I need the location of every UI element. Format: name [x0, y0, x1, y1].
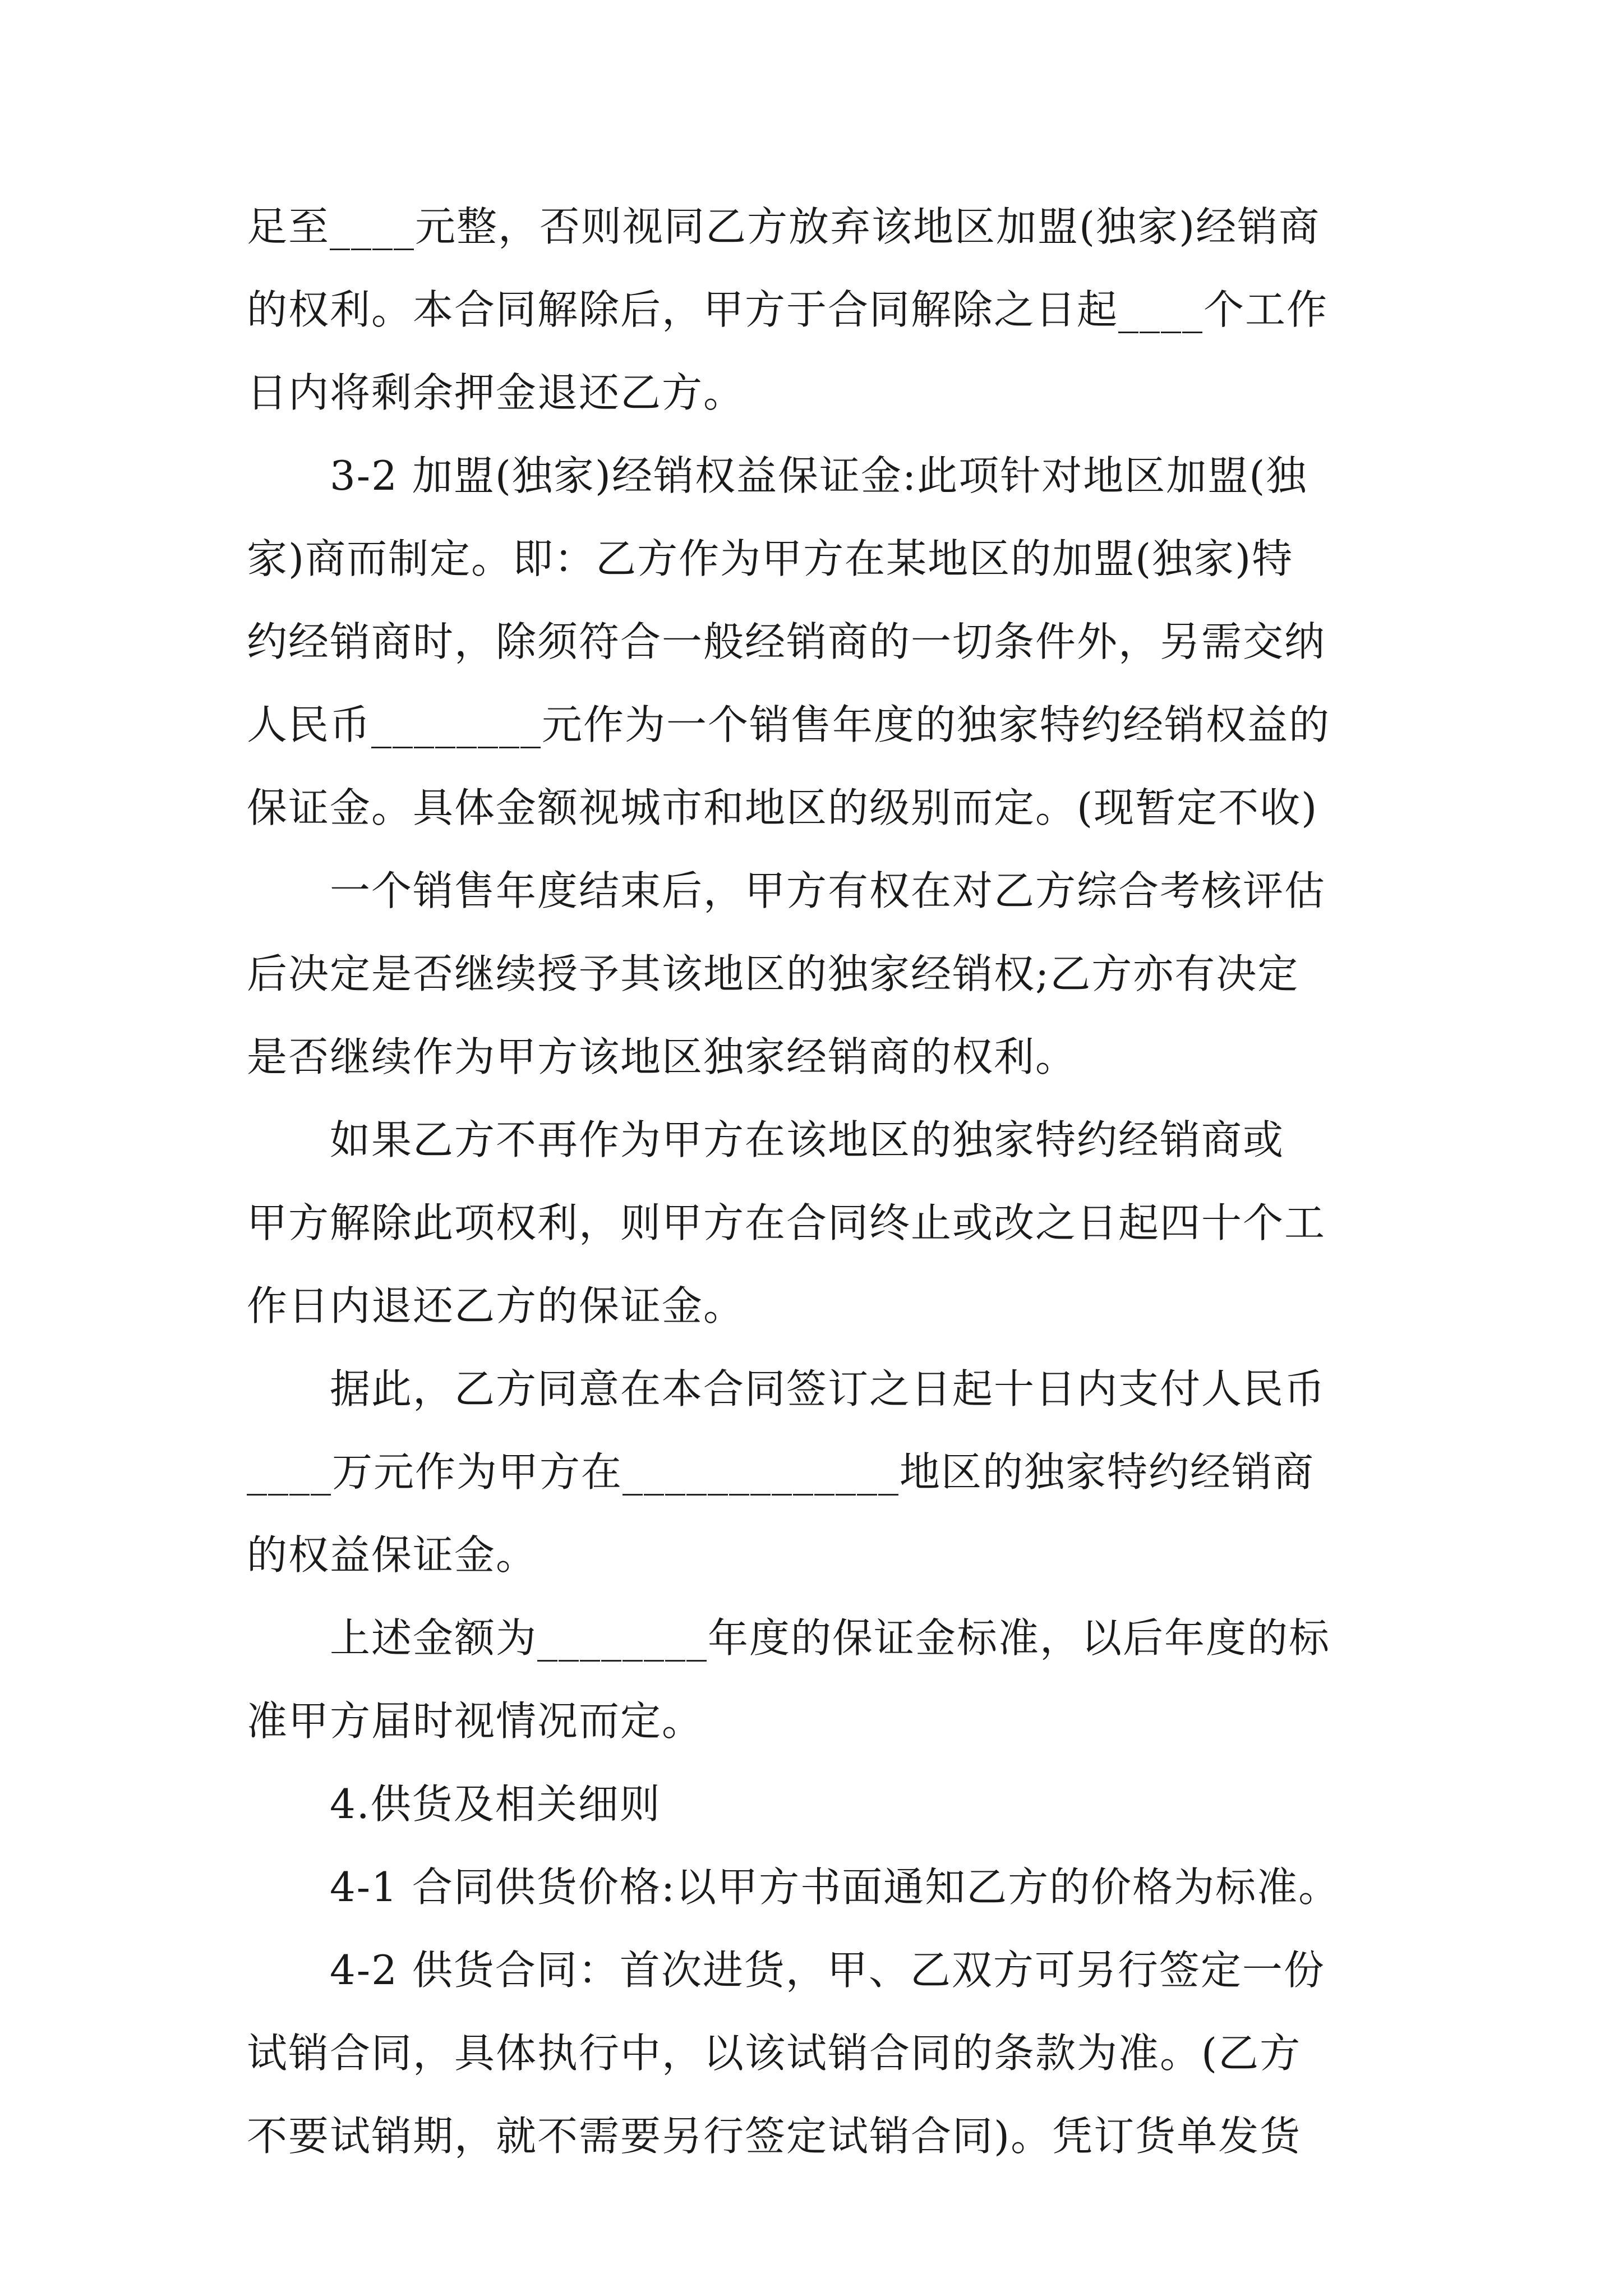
text-line: 约经销商时，除须符合一般经销商的一切条件外，另需交纳 [247, 618, 1326, 665]
text-line: 的权益保证金。 [247, 1531, 538, 1579]
text-line: 人民币________元作为一个销售年度的独家特约经销权益的 [247, 701, 1331, 748]
text-line: 据此，乙方同意在本合同签订之日起十日内支付人民币 [247, 1365, 1326, 1412]
text-line: 后决定是否继续授予其该地区的独家经销权;乙方亦有决定 [247, 950, 1299, 997]
text-line: 4-2 供货合同：首次进货，甲、乙双方可另行签定一份 [247, 1947, 1325, 1994]
text-line: 是否继续作为甲方该地区独家经销商的权利。 [247, 1033, 1077, 1080]
text-line: 的权利。本合同解除后，甲方于合同解除之日起____个工作 [247, 286, 1329, 333]
text-line: ____万元作为甲方在_____________地区的独家特约经销商 [247, 1448, 1315, 1496]
text-line: 家)商而制定。即：乙方作为甲方在某地区的加盟(独家)特 [247, 535, 1294, 582]
text-line: 试销合同，具体执行中，以该试销合同的条款为准。(乙方 [247, 2030, 1302, 2077]
text-line: 一个销售年度结束后，甲方有权在对乙方综合考核评估 [247, 867, 1326, 914]
text-line: 甲方解除此项权利，则甲方在合同终止或改之日起四十个工 [247, 1199, 1326, 1246]
text-line: 4-1 合同供货价格:以甲方书面通知乙方的价格为标准。 [247, 1864, 1340, 1911]
text-line: 准甲方届时视情况而定。 [247, 1697, 704, 1745]
text-line: 上述金额为________年度的保证金标准，以后年度的标 [247, 1614, 1331, 1662]
text-line: 作日内退还乙方的保证金。 [247, 1282, 745, 1329]
text-line: 日内将剩余押金退还乙方。 [247, 369, 745, 416]
text-line: 保证金。具体金额视城市和地区的级别而定。(现暂定不收) [247, 784, 1318, 831]
text-line: 3-2 加盟(独家)经销权益保证金:此项针对地区加盟(独 [247, 452, 1308, 499]
text-line: 如果乙方不再作为甲方在该地区的独家特约经销商或 [247, 1116, 1285, 1163]
text-line: 4.供货及相关细则 [247, 1780, 661, 1828]
text-line: 足至____元整，否则视同乙方放弃该地区加盟(独家)经销商 [247, 203, 1321, 250]
text-line: 不要试销期，就不需要另行签定试销合同)。凭订货单发货 [247, 2113, 1302, 2160]
document-body [247, 185, 1391, 2178]
